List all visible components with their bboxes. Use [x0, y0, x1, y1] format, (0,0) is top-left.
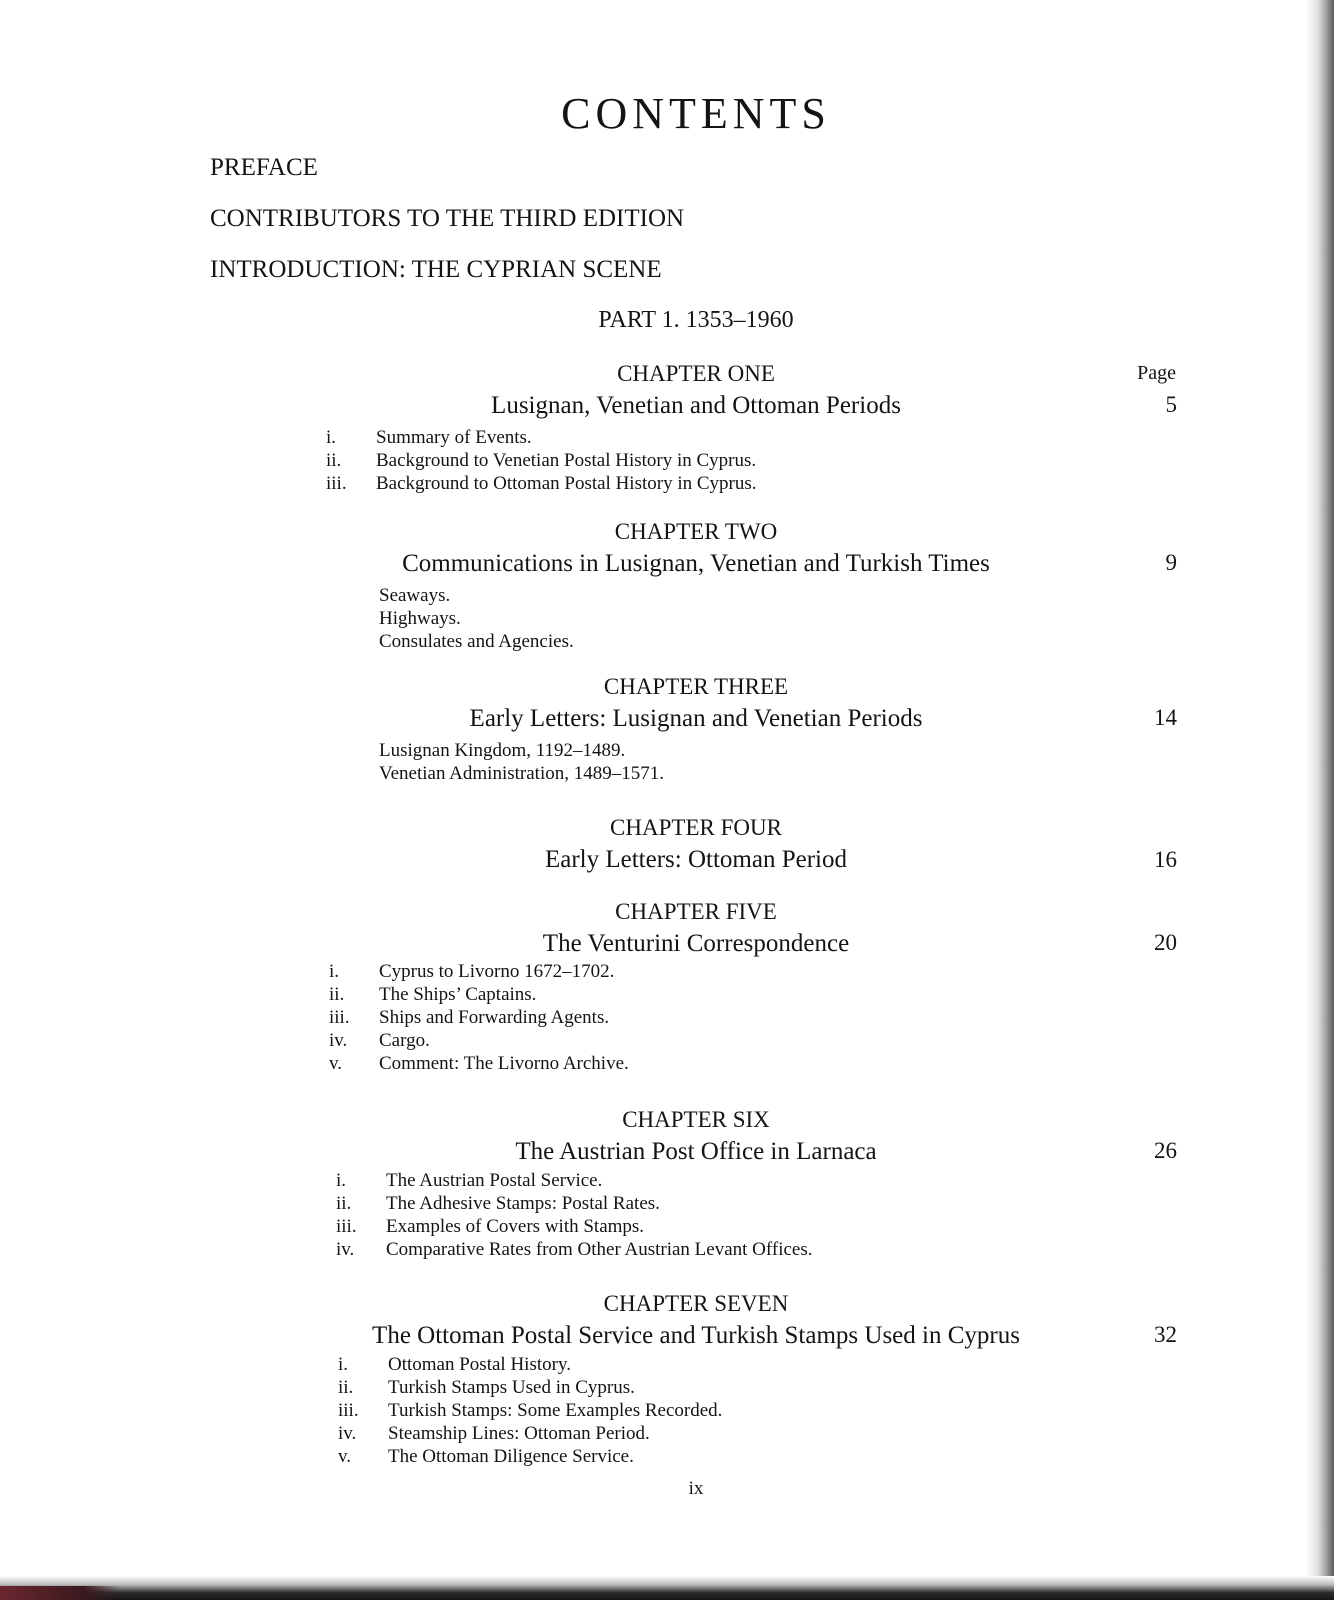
- item-number: ii.: [336, 1193, 352, 1214]
- item-text: Consulates and Agencies.: [379, 631, 574, 652]
- page-right-edge-shadow: [1306, 0, 1334, 1600]
- item-text: Steamship Lines: Ottoman Period.: [388, 1423, 650, 1444]
- list-item: [379, 630, 574, 653]
- list-item: [326, 449, 757, 472]
- chapter-five-page: 20: [1154, 930, 1177, 955]
- chapter-one-title: Lusignan, Venetian and Ottoman Periods: [491, 392, 901, 419]
- chapter-two-heading: CHAPTER TWO: [614, 519, 778, 544]
- item-text: Cargo.: [379, 1030, 430, 1051]
- chapter-five-heading: CHAPTER FIVE: [615, 899, 777, 924]
- item-text: Background to Ottoman Postal History in Cyprus.: [376, 473, 757, 494]
- chapter-two-title: Communications in Lusignan, Venetian and Turkish Times: [402, 550, 990, 577]
- list-item: [338, 1422, 722, 1445]
- chapter-six-items: [336, 1169, 813, 1261]
- item-text: Summary of Events.: [376, 427, 532, 448]
- list-item: [329, 1029, 629, 1052]
- list-item: [338, 1445, 722, 1468]
- chapter-three-page: 14: [1154, 705, 1177, 730]
- list-item: [379, 762, 664, 785]
- list-item: [329, 1052, 629, 1075]
- list-item: [338, 1399, 722, 1422]
- item-number: iii.: [326, 473, 347, 494]
- item-number: ii.: [338, 1377, 354, 1398]
- chapter-six-page: 26: [1154, 1138, 1177, 1163]
- item-number: v.: [338, 1446, 352, 1467]
- item-text: Turkish Stamps: Some Examples Recorded.: [388, 1400, 723, 1421]
- item-number: i.: [338, 1354, 349, 1375]
- item-text: Seaways.: [379, 585, 451, 606]
- list-item: [326, 426, 757, 449]
- list-item: [336, 1215, 813, 1238]
- list-item: [326, 472, 757, 495]
- item-number: iii.: [336, 1216, 357, 1237]
- item-text: Background to Venetian Postal History in Cyprus.: [376, 450, 757, 471]
- chapter-five-items: [329, 960, 629, 1075]
- item-number: iii.: [329, 1007, 350, 1028]
- item-text: Lusignan Kingdom, 1192–1489.: [379, 740, 626, 761]
- chapter-three-title: Early Letters: Lusignan and Venetian Periods: [469, 705, 923, 732]
- list-item: [336, 1238, 813, 1261]
- list-item: [329, 1006, 629, 1029]
- item-number: i.: [329, 961, 340, 982]
- item-text: The Ships’ Captains.: [379, 984, 537, 1005]
- list-item: [336, 1192, 813, 1215]
- item-text: Ottoman Postal History.: [388, 1354, 571, 1375]
- chapter-seven-items: [338, 1353, 722, 1468]
- page-column-label: Page: [1137, 362, 1176, 384]
- chapter-five-title: The Venturini Correspondence: [542, 930, 850, 957]
- chapter-two-items: [379, 584, 574, 653]
- item-number: i.: [326, 427, 337, 448]
- item-text: Venetian Administration, 1489–1571.: [379, 763, 664, 784]
- chapter-three-items: [379, 739, 664, 785]
- book-cover-edge: [0, 1586, 120, 1600]
- item-text: Comparative Rates from Other Austrian Levant Offices.: [386, 1239, 813, 1260]
- chapter-six-heading: CHAPTER SIX: [622, 1107, 770, 1132]
- list-item: [329, 960, 629, 983]
- chapter-four-heading: CHAPTER FOUR: [610, 815, 782, 840]
- item-number: i.: [336, 1170, 347, 1191]
- chapter-one-heading: CHAPTER ONE: [617, 361, 775, 386]
- item-text: Cyprus to Livorno 1672–1702.: [379, 961, 615, 982]
- list-item: [338, 1376, 722, 1399]
- item-number: v.: [329, 1053, 343, 1074]
- part-heading: PART 1. 1353–1960: [598, 307, 794, 333]
- item-number: iii.: [338, 1400, 359, 1421]
- chapter-seven-page: 32: [1154, 1322, 1177, 1347]
- item-number: iv.: [329, 1030, 348, 1051]
- chapter-seven-heading: CHAPTER SEVEN: [603, 1291, 789, 1316]
- chapter-four-page: 16: [1154, 847, 1177, 872]
- item-number: ii.: [329, 984, 345, 1005]
- item-number: iv.: [336, 1239, 355, 1260]
- list-item: [379, 739, 664, 762]
- item-text: The Austrian Postal Service.: [386, 1170, 603, 1191]
- item-text: Ships and Forwarding Agents.: [379, 1007, 610, 1028]
- chapter-one-items: [326, 426, 757, 495]
- contents-title: CONTENTS: [561, 89, 831, 138]
- page-bottom-edge-shadow: [0, 1576, 1334, 1600]
- list-item: [338, 1353, 722, 1376]
- chapter-three-heading: CHAPTER THREE: [603, 674, 789, 699]
- item-text: Comment: The Livorno Archive.: [379, 1053, 629, 1074]
- chapter-one-page: 5: [1165, 392, 1177, 417]
- chapter-seven-title: The Ottoman Postal Service and Turkish Stamps Used in Cyprus: [372, 1322, 1020, 1349]
- item-text: Turkish Stamps Used in Cyprus.: [388, 1377, 635, 1398]
- item-number: ii.: [326, 450, 342, 471]
- item-text: The Adhesive Stamps: Postal Rates.: [386, 1193, 660, 1214]
- chapter-six-title: The Austrian Post Office in Larnaca: [515, 1138, 877, 1165]
- chapter-two-page: 9: [1165, 550, 1177, 575]
- list-item: [336, 1169, 813, 1192]
- item-text: The Ottoman Diligence Service.: [388, 1446, 634, 1467]
- item-number: iv.: [338, 1423, 357, 1444]
- front-matter-preface: PREFACE: [210, 154, 318, 181]
- list-item: [329, 983, 629, 1006]
- front-matter-introduction: INTRODUCTION: THE CYPRIAN SCENE: [210, 256, 662, 283]
- front-matter-contributors: CONTRIBUTORS TO THE THIRD EDITION: [210, 205, 685, 232]
- item-text: Examples of Covers with Stamps.: [386, 1216, 645, 1237]
- list-item: [379, 607, 574, 630]
- chapter-four-title: Early Letters: Ottoman Period: [544, 846, 847, 873]
- item-text: Highways.: [379, 608, 461, 629]
- page-number-footer: ix: [688, 1478, 704, 1499]
- list-item: [379, 584, 574, 607]
